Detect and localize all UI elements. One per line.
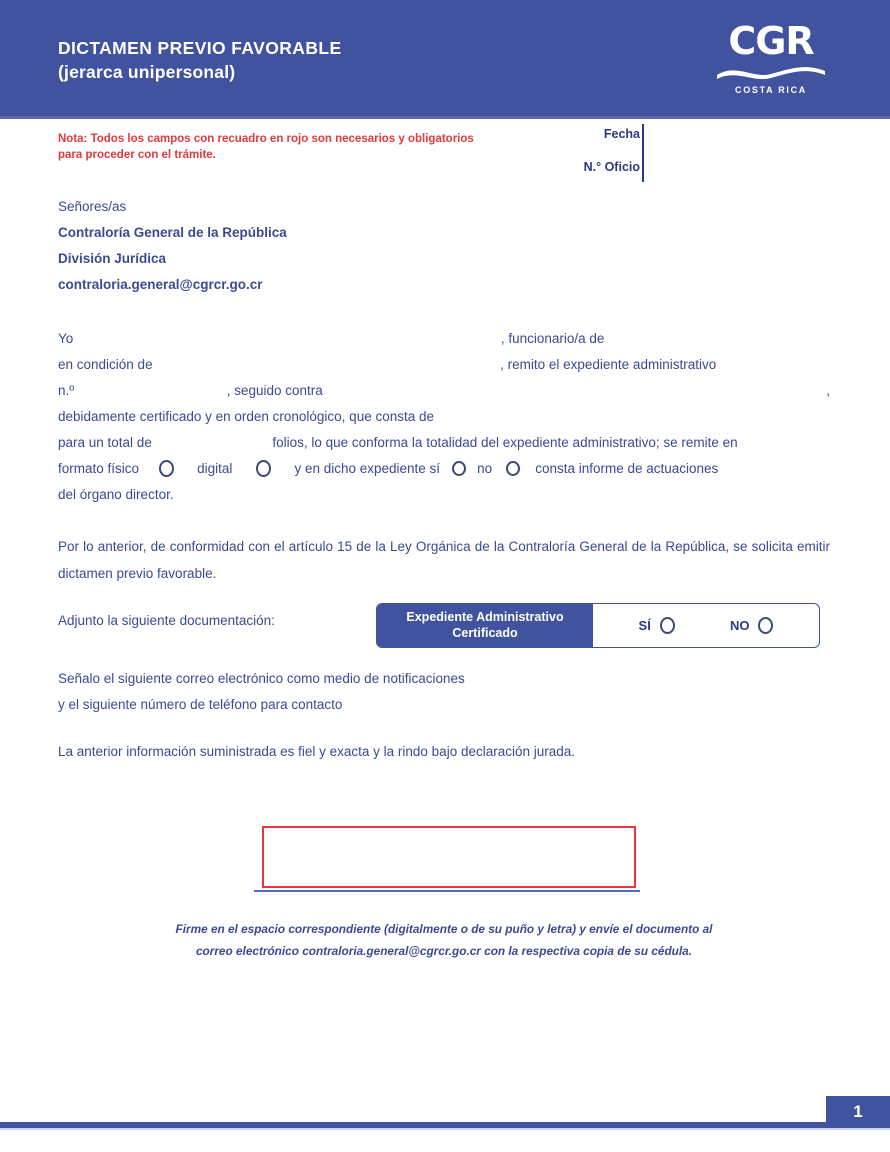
signature-instructions-line2: correo electrónico contraloria.general@cgrcr.go.cr con la respectiva copia de su cédula. xyxy=(195,944,692,959)
body-condicion-label: en condición de xyxy=(58,357,153,372)
body-line-7 xyxy=(58,482,830,508)
signature-instructions xyxy=(58,918,830,963)
footer-bar-thin xyxy=(0,1128,890,1130)
option-no-group[interactable] xyxy=(730,617,774,634)
body-total-label: para un total de xyxy=(58,435,152,450)
radio-expediente-si[interactable] xyxy=(660,617,675,634)
body-remito-label: , remito el expediente administrativo xyxy=(500,357,717,372)
fecha-label: Fecha xyxy=(603,127,640,141)
logo-country-text: COSTA RICA xyxy=(735,85,807,95)
page-title: DICTAMEN PREVIO FAVORABLE xyxy=(58,38,342,58)
logo-acronym-text: CGR xyxy=(728,19,814,63)
header-title-group xyxy=(58,36,342,84)
body-formato-fisico-label: formato físico xyxy=(58,461,140,476)
body-organo-director-label: del órgano director. xyxy=(58,487,174,502)
signature-instructions-line1: Firme en el espacio correspondiente (digitalmente o de su puño y letra) y envíe el documento al xyxy=(175,922,713,936)
required-fields-note: Nota: Todos los campos con recuadro en rojo son necesarios y obligatorios para proceder con el trámite. xyxy=(58,133,474,162)
expediente-certificado-options xyxy=(593,604,819,647)
body-line-1 xyxy=(58,326,830,352)
adjunto-documentacion-label: Adjunto la siguiente documentación: xyxy=(58,613,275,628)
oficio-label: N.° Oficio xyxy=(583,159,640,174)
form-body-block xyxy=(58,326,830,508)
body-numero-label: n.º xyxy=(58,383,75,398)
expediente-certificado-title xyxy=(377,604,593,647)
option-si-group[interactable] xyxy=(639,617,675,634)
body-line-4 xyxy=(58,404,830,430)
addressee-block xyxy=(58,194,287,298)
expediente-title-line1: Expediente Administrativo xyxy=(406,610,564,625)
contact-block xyxy=(58,666,465,718)
body-line3-comma: , xyxy=(826,383,830,398)
body-si-label: y en dicho expediente sí xyxy=(294,461,441,476)
cgr-logo xyxy=(710,19,832,95)
radio-formato-digital[interactable] xyxy=(256,460,271,477)
body-consta-informe-label: consta informe de actuaciones xyxy=(535,461,719,476)
signature-underline xyxy=(254,890,640,892)
body-line-3 xyxy=(58,378,830,404)
body-funcionario-de-label: , funcionario/a de xyxy=(500,331,605,346)
meta-vertical-divider xyxy=(642,124,644,182)
body-line-6 xyxy=(58,456,830,482)
page-number-badge: 1 xyxy=(826,1096,890,1128)
body-seguido-contra-label: , seguido contra xyxy=(226,383,323,398)
paragraph-por-lo-anterior: Por lo anterior, de conformidad con el artículo 15 de la Ley Orgánica de la Contraloría General de la República, se solicita emitir dictamen previo favorable. xyxy=(58,539,830,581)
logo-wave-icon xyxy=(715,62,827,82)
body-line-2 xyxy=(58,352,830,378)
expediente-certificado-box xyxy=(376,603,820,648)
option-no-label: NO xyxy=(729,618,750,633)
expediente-title-line2: Certificado xyxy=(452,625,518,640)
body-yo-label: Yo xyxy=(58,331,74,346)
declaration-jurada-text: La anterior información suministrada es fiel y exacta y la rindo bajo declaración jurada. xyxy=(58,744,576,759)
contact-phone-line: y el siguiente número de teléfono para contacto xyxy=(58,697,343,712)
addressee-institution: Contraloría General de la República xyxy=(58,225,287,240)
page-subtitle: (jerarca unipersonal) xyxy=(58,62,236,83)
body-folios-label: folios, lo que conforma la totalidad del expediente administrativo; se remite en xyxy=(272,435,738,450)
body-digital-label: digital xyxy=(197,461,233,476)
body-certificado-label: debidamente certificado y en orden cronológico, que consta de xyxy=(58,409,434,424)
radio-informe-no[interactable] xyxy=(506,461,520,476)
contact-email-line: Señalo el siguiente correo electrónico como medio de notificaciones xyxy=(58,671,465,686)
body-no-label: no xyxy=(477,461,493,476)
addressee-salutation: Señores/as xyxy=(58,199,127,214)
body-line-5 xyxy=(58,430,830,456)
header-divider-rule xyxy=(0,116,890,119)
radio-expediente-no[interactable] xyxy=(758,617,773,634)
option-si-label: SÍ xyxy=(638,618,651,633)
signature-field-box[interactable] xyxy=(262,826,636,888)
addressee-email: contraloria.general@cgrcr.go.cr xyxy=(58,277,263,292)
radio-informe-si[interactable] xyxy=(452,461,466,476)
addressee-division: División Jurídica xyxy=(58,251,167,266)
radio-formato-fisico[interactable] xyxy=(159,460,174,477)
document-meta-labels xyxy=(490,128,640,173)
